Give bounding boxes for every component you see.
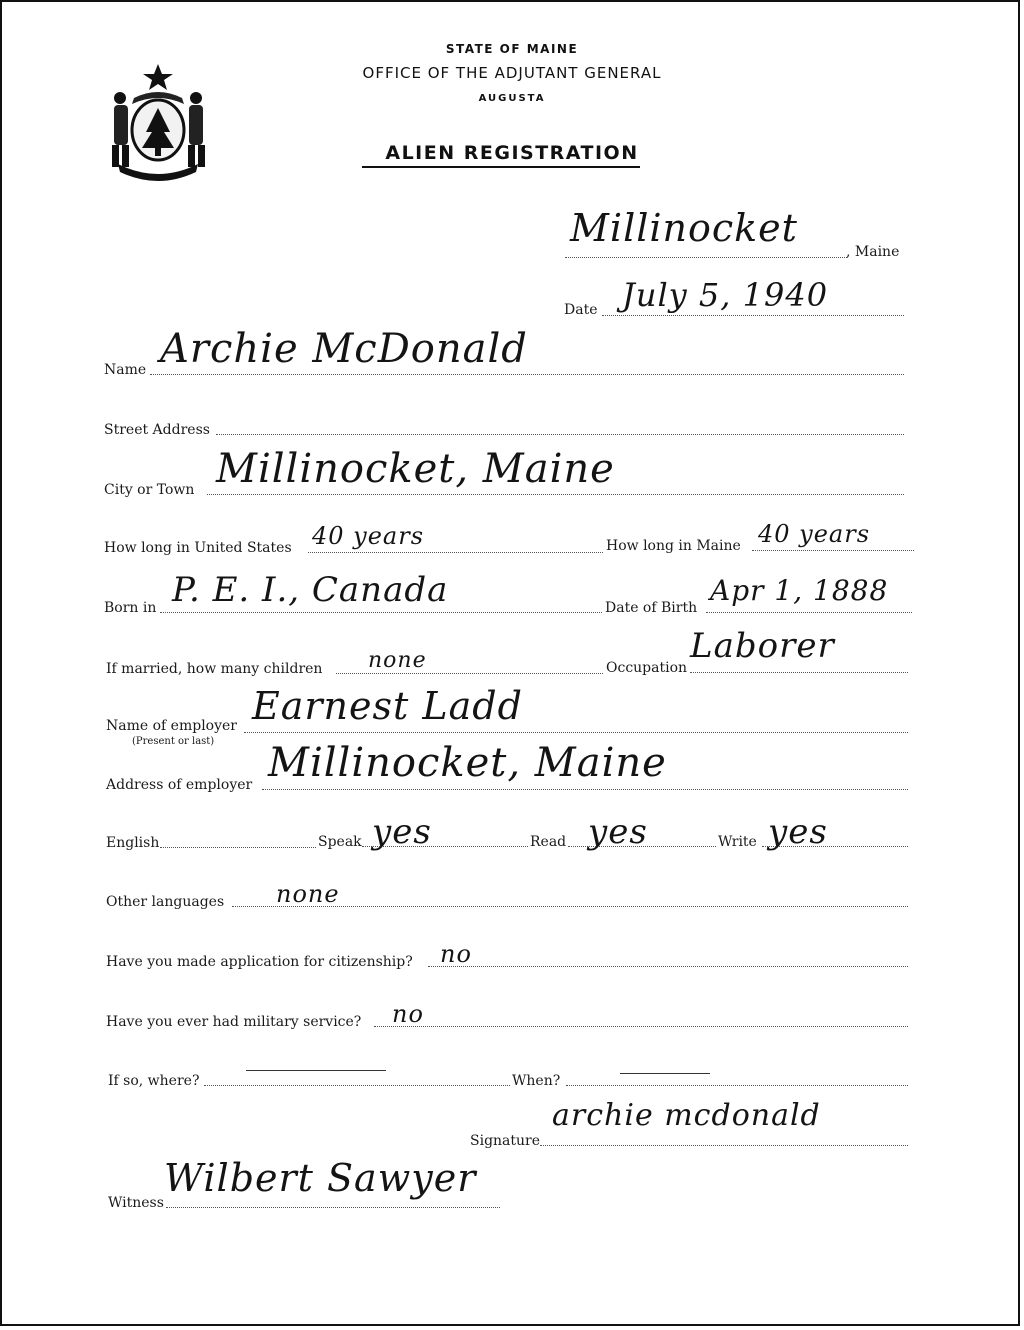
how-long-maine-label: How long in Maine (606, 538, 741, 554)
children-value: none (368, 648, 427, 673)
title-underline (362, 166, 640, 168)
signature-label: Signature (470, 1133, 541, 1149)
employer-address-label: Address of employer (106, 777, 253, 793)
other-languages-value: none (276, 880, 340, 908)
street-label: Street Address (104, 422, 210, 438)
witness-label: Witness (108, 1195, 164, 1211)
military-line (374, 1026, 908, 1027)
signature-line (540, 1145, 908, 1146)
date-label: Date (564, 302, 598, 318)
form-title: ALIEN REGISTRATION (385, 142, 639, 164)
date-of-birth-label: Date of Birth (605, 600, 698, 616)
office-heading: OFFICE OF THE ADJUTANT GENERAL (362, 64, 662, 82)
when-blank-mark (620, 1073, 710, 1074)
witness-value: Wilbert Sawyer (164, 1156, 477, 1200)
employer-address-value: Millinocket, Maine (268, 740, 667, 786)
date-of-birth-line (706, 612, 912, 613)
citizenship-label: Have you made application for citizenship? (106, 954, 413, 970)
where-label: If so, where? (108, 1073, 200, 1089)
speak-value: yes (372, 812, 432, 852)
town-line (565, 257, 847, 258)
how-long-maine-line (752, 550, 914, 551)
how-long-us-value: 40 years (312, 522, 425, 550)
how-long-us-line (308, 552, 603, 553)
employer-label: Name of employer (106, 718, 237, 734)
citizenship-value: no (440, 940, 472, 968)
employer-value: Earnest Ladd (252, 684, 523, 728)
employer-note: (Present or last) (132, 736, 215, 747)
military-value: no (392, 1000, 424, 1028)
other-languages-label: Other languages (106, 894, 225, 910)
write-value: yes (768, 812, 828, 852)
witness-line (166, 1207, 500, 1208)
read-value: yes (588, 812, 648, 852)
where-line (204, 1085, 510, 1086)
born-in-label: Born in (104, 600, 157, 616)
read-label: Read (530, 834, 567, 850)
citizenship-line (428, 966, 908, 967)
employer-address-line (262, 789, 908, 790)
occupation-value: Laborer (690, 626, 835, 666)
children-label: If married, how many children (106, 661, 323, 677)
english-line (160, 847, 316, 848)
employer-line (244, 732, 908, 733)
where-blank-mark (246, 1070, 386, 1071)
signature-value: archie mcdonald (552, 1098, 821, 1133)
city-value: Millinocket, Maine (216, 446, 615, 492)
city-label: City or Town (104, 482, 195, 498)
military-label: Have you ever had military service? (106, 1014, 362, 1030)
state-heading: STATE OF MAINE (445, 42, 579, 56)
name-value: Archie McDonald (160, 326, 528, 372)
city-line (207, 494, 904, 495)
date-value: July 5, 1940 (622, 276, 829, 314)
maine-label: , Maine (846, 244, 900, 260)
seal-banner: MAINE (140, 164, 178, 174)
born-in-value: P. E. I., Canada (172, 570, 449, 610)
city-heading: AUGUSTA (478, 93, 546, 104)
when-label: When? (512, 1073, 561, 1089)
how-long-us-label: How long in United States (104, 540, 292, 556)
name-line (150, 374, 904, 375)
children-line (336, 673, 603, 674)
town-value: Millinocket (570, 206, 798, 250)
born-in-line (160, 612, 602, 613)
speak-label: Speak (318, 834, 362, 850)
date-of-birth-value: Apr 1, 1888 (710, 574, 889, 607)
street-line (216, 434, 904, 435)
occupation-label: Occupation (606, 660, 688, 676)
how-long-maine-value: 40 years (758, 520, 871, 548)
when-line (566, 1085, 908, 1086)
english-label: English (106, 835, 160, 851)
write-label: Write (718, 834, 757, 850)
name-label: Name (104, 362, 147, 378)
date-line (602, 315, 904, 316)
occupation-line (690, 672, 908, 673)
